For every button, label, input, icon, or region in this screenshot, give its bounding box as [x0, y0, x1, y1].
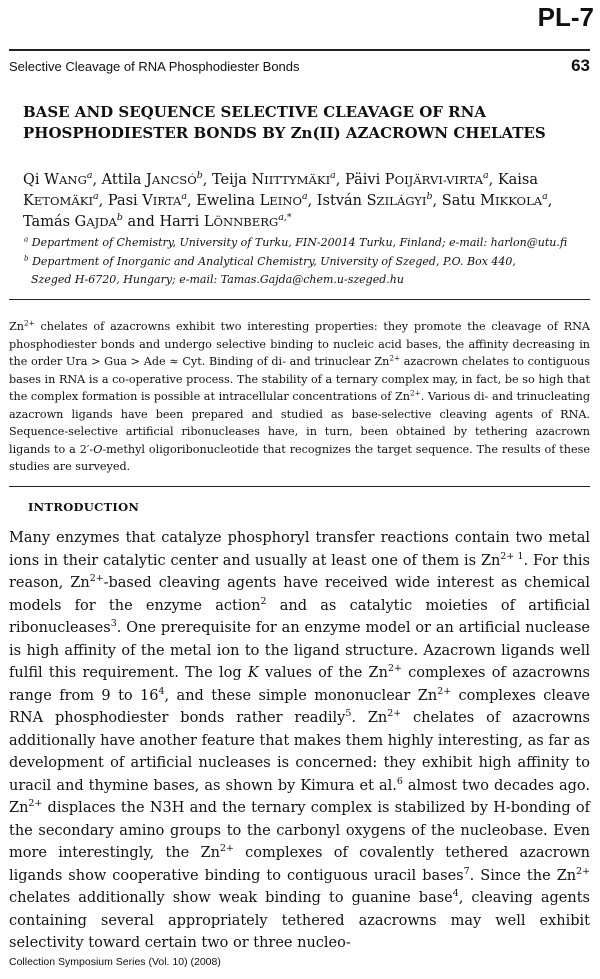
author: Ewelina LEINO$^a$ [196, 191, 308, 209]
affiliation-text: Department of Chemistry, University of Turku, FIN-20014 Turku, Finland; e-mail: harlon@utu.fi [31, 236, 568, 249]
body-text: Many enzymes that catalyze phosphoryl transfer reactions contain two metal ions in their catalytic center and usually at least one of them is $Zn^{2+ 1}$. For this reason, $Zn^{2+}$-based cleaving agents have received wide interest as chemical models for the enzyme action$^2$ and as catalytic moieties of artificial ribonucleases$^3$. One prerequisite for an enzyme model or an artificial nuclease is high affinity of the metal ion to the ligand structure. Azacrown ligands well fulfil this requirement. The log K values of the $Zn^{2+}$ complexes of azacrowns range from 9 to $16^4$, and these simple mononuclear $Zn^{2+}$ complexes cleave RNA phosphodiester bonds rather readily$^5$. $Zn^{2+}$ chelates of azacrowns additionally have another feature that makes them highly interesting, as far as development of artificial nucleases is concerned: they exhibit high affinity to uracil and thymine bases, as shown by Kimura et al.$^6$ almost two decades ago. $Zn^{2+}$ displaces the N3H and the ternary complex is stabilized by H-bonding of the secondary amino groups to the carbonyl oxygens of the nucleobase. Even more interestingly, the $Zn^{2+}$ complexes of covalently tethered azacrown ligands show cooperative binding to contiguous uracil bases$^7$. Since the $Zn^{2+}$ chelates additionally show weak binding to guanine base$^4$, cleaving agents containing several appropriately tethered azacrowns may well exhibit selectivity toward certain two or three nucleo- [9, 530, 591, 951]
paper-title: BASE AND SEQUENCE SELECTIVE CLEAVAGE OF RNA PHOSPHODIESTER BONDS BY Zn(II) AZACROWN CHELATES [23, 103, 546, 142]
affiliation-mark: a [24, 234, 29, 244]
running-head-title: Selective Cleavage of RNA Phosphodiester Bonds [9, 59, 300, 74]
affiliation-b [24, 253, 590, 289]
author: Attila JANCSÓ$^b$ [101, 170, 203, 188]
author: Pasi VIRTA$^a$ [107, 191, 187, 209]
footer: Collection Symposium Series (Vol. 10) (2008) [9, 956, 221, 968]
abstract: $Zn^{2+}$ chelates of azacrowns exhibit two interesting properties: they promote the cleavage of RNA phosphodiester bonds and undergo selective binding to nucleic acid bases, the affinity decreasing in the order Ura > Gua > Ade ≈ Cyt. Binding of di- and trinuclear $Zn^{2+}$ azacrown chelates to contiguous bases in RNA is a co-operative process. The stability of a ternary complex may, in fact, be so high that the complex formation is possible at intracellular concentrations of $Zn^{2+}$. Various di- and trinucleating azacrown ligands have been prepared and studied as base-selective cleaving agents of RNA. Sequence-selective artificial ribonucleases have, in turn, been obtained by tethering azacrown ligands to a 2′-O-methyl oligoribonucleotide that recognizes the target sequence. The results of these studies are surveyed. [9, 318, 590, 473]
section-heading: INTRODUCTION [28, 500, 140, 514]
page-number: 63 [571, 56, 590, 75]
divider [9, 299, 590, 300]
affiliation-a [24, 234, 590, 252]
affiliation-mark: b [24, 253, 29, 263]
divider [9, 486, 590, 487]
author: Teija NIITTYMÄKI$^a$ [211, 170, 336, 188]
author: István SZILÁGYI$^b$ [316, 191, 433, 209]
author: Päivi POIJÄRVI-VIRTA$^a$ [344, 170, 489, 188]
author: Satu MIKKOLA$^a$ [441, 191, 548, 209]
author: Kaisa KETOMÄKI$^a$ [23, 172, 539, 209]
author: Qi WANG$^a$ [23, 170, 93, 188]
running-head [9, 49, 590, 83]
author-list: Qi WANG$^a$, Attila JANCSÓ$^b$, Teija NIITTYMÄKI$^a$, Päivi POIJÄRVI-VIRTA$^a$, Kaisa KETOMÄKI$^a$, Pasi VIRTA$^a$, Ewelina LEINO$^a$, István SZILÁGYI$^b$, Satu MIKKOLA$^a$, Tamás GAJDA$^b$ and Harri $LÖNNBERG^{a,*}$ [23, 170, 553, 230]
paper-code: PL-7 [537, 2, 594, 32]
author: Harri $LÖNNBERG^{a,*}$ [159, 212, 292, 230]
author: Tamás GAJDA$^b$ [23, 212, 123, 230]
affiliation-text-2: Szeged H-6720, Hungary; e-mail: Tamas.Gajda@chem.u-szeged.hu [31, 273, 404, 286]
affiliation-text: Department of Inorganic and Analytical Chemistry, University of Szeged, P.O. Box 440, [32, 255, 516, 268]
